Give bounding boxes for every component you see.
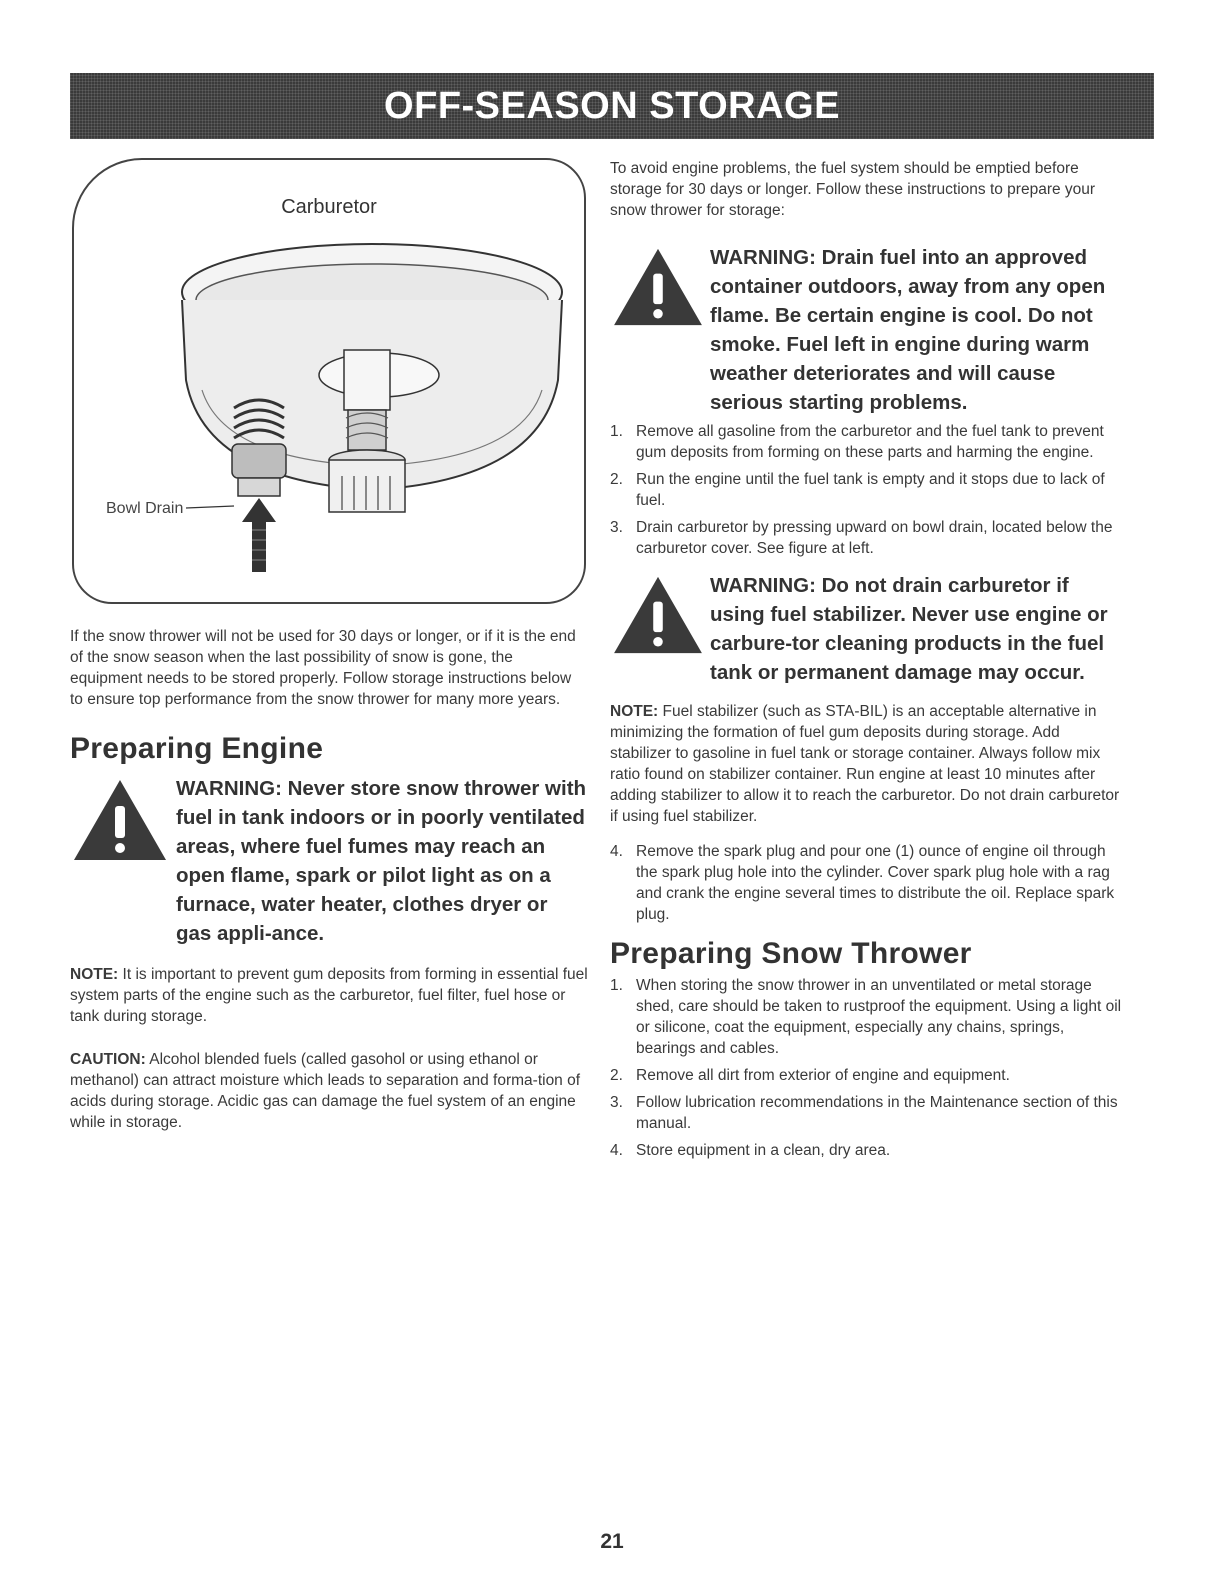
- caution-label: CAUTION:: [70, 1051, 146, 1068]
- caution-text: Alcohol blended fuels (called gasohol or using ethanol or methanol) can attract moisture which leads to separation and forma-tion of acids during storage. Acidic gas can damage the fuel system of an engine while in storage.: [70, 1051, 581, 1131]
- snow-thrower-steps-list: [610, 975, 1122, 1161]
- list-item: 1. When storing the snow thrower in an unventilated or metal storage shed, care should be taken to rustproof the equipment. Using a light oil or silicone, coat the equipment, especially any chains, springs, bearings and cables.: [610, 977, 1122, 1057]
- fuel-steps-list: [610, 421, 1122, 559]
- carburetor-figure: [72, 158, 586, 604]
- intro-paragraph: If the snow thrower will not be used for 30 days or longer, or if it is the end of the snow season when the last possibility of snow is gone, the equipment needs to be stored properly. Follow storage instructions below to ensure top performance from the snow thrower for many more years.: [70, 628, 576, 708]
- stabilizer-warning: [610, 571, 1122, 687]
- list-item: 4. Store equipment in a clean, dry area.: [610, 1142, 891, 1159]
- drain-fuel-warning: [610, 243, 1122, 417]
- engine-caution: [70, 1049, 588, 1133]
- note-text: Fuel stabilizer (such as STA-BIL) is an acceptable alternative in minimizing the formation of fuel gum deposits during storage. Add stabilizer to gasoline in fuel tank or storage container. Always follow mix ratio found on stabilizer container. Run engine at least 10 minutes after adding stabilizer to allow it to reach the carburetor. Do not drain carburetor if using fuel stabilizer.: [610, 703, 1120, 825]
- carburetor-illustration: [74, 160, 586, 604]
- warning-triangle-icon: [610, 245, 706, 329]
- preparing-engine-heading: Preparing Engine: [70, 732, 324, 765]
- engine-warning: [70, 774, 588, 948]
- warning-triangle-icon: [610, 573, 706, 657]
- page-title: OFF-SEASON STORAGE: [384, 84, 840, 127]
- section-banner: [70, 73, 1154, 139]
- list-item: 2. Remove all dirt from exterior of engine and equipment.: [610, 1067, 1010, 1084]
- list-item: 2. Run the engine until the fuel tank is empty and it stops due to lack of fuel.: [610, 471, 1105, 509]
- drain-fuel-warning-text: WARNING: Drain fuel into an approved container outdoors, away from any open flame. Be certain engine is cool. Do not smoke. Fuel left in engine during warm weather deteriorates and will cause serious starting problems.: [710, 246, 1106, 414]
- figure-title: Carburetor: [281, 196, 377, 218]
- list-item: 1. Remove all gasoline from the carburetor and the fuel tank to prevent gum deposits from forming on these parts and harming the engine.: [610, 423, 1104, 461]
- warning-triangle-icon: [70, 776, 170, 864]
- preparing-snow-thrower-heading: Preparing Snow Thrower: [610, 937, 972, 970]
- bowl-drain-label: Bowl Drain: [106, 500, 184, 517]
- list-item: 4. Remove the spark plug and pour one (1) ounce of engine oil through the spark plug hole into the cylinder. Cover spark plug hole with a rag and crank the engine several times to distribute the oil. Replace spark plug.: [610, 843, 1115, 923]
- left-column: [70, 158, 588, 1133]
- note-label: NOTE:: [70, 966, 119, 983]
- stabilizer-warning-text: WARNING: Do not drain carburetor if using fuel stabilizer. Never use engine or carbure-tor cleaning products in the fuel tank or permanent damage may occur.: [710, 574, 1108, 684]
- engine-note: [70, 964, 588, 1027]
- note-label: NOTE:: [610, 703, 659, 720]
- list-item: 3. Drain carburetor by pressing upward on bowl drain, located below the carburetor cover. See figure at left.: [610, 519, 1113, 557]
- engine-warning-text: WARNING: Never store snow thrower with fuel in tank indoors or in poorly ventilated areas, where fuel fumes may reach an open flame, spark or pilot light as on a furnace, water heater, clothes dryer or gas appli-ance.: [176, 777, 587, 945]
- page-number: 21: [600, 1530, 624, 1553]
- stabilizer-note: [610, 701, 1122, 827]
- right-column: [610, 158, 1122, 1161]
- list-item: 3. Follow lubrication recommendations in the Maintenance section of this manual.: [610, 1094, 1118, 1132]
- storage-intro: To avoid engine problems, the fuel system should be emptied before storage for 30 days or longer. Follow these instructions to prepare your snow thrower for storage:: [610, 160, 1096, 219]
- spark-plug-steps-list: [610, 841, 1122, 925]
- note-text: It is important to prevent gum deposits from forming in essential fuel system parts of the engine such as the carburetor, fuel filter, fuel hose or tank during storage.: [70, 966, 588, 1025]
